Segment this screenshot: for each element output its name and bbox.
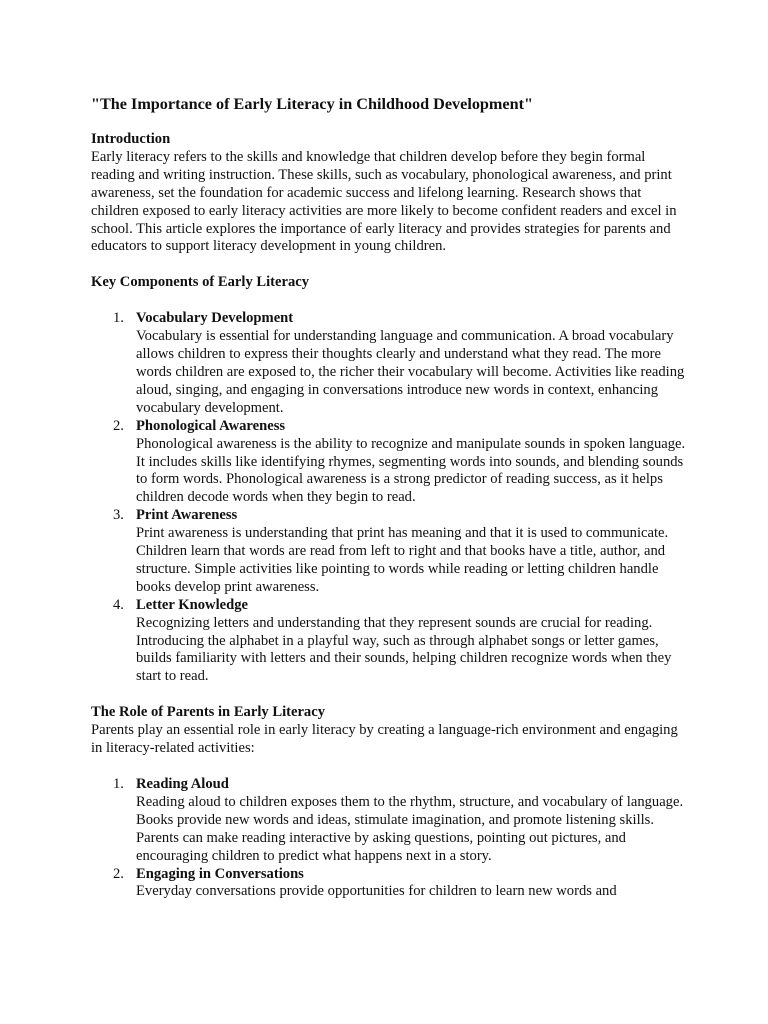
list-item-text: Reading aloud to children exposes them to the rhythm, structure, and vocabulary of language. Books provide new words and ideas, stimulate imagination, and promote listening skills. Parents can make reading interactive by asking questions, pointing out pictures, and encouraging children to predict what happens next in a story.: [136, 793, 684, 864]
list-item: [91, 310, 691, 417]
list-item-number: 3.: [113, 507, 124, 524]
parents-role-heading: The Role of Parents in Early Literacy: [91, 704, 326, 721]
list-item-number: 2.: [113, 417, 124, 434]
key-components-list: [91, 310, 691, 686]
section-spacer: [91, 256, 691, 274]
list-item-text: Everyday conversations provide opportunities for children to learn new words and: [136, 883, 617, 900]
list-item: [91, 418, 691, 508]
list-item-text: Print awareness is understanding that print has meaning and that it is used to communicate. Children learn that words are read from left to right and that books have a title, author, and structure. Simple activities like pointing to words while reading or letting children handle books develop print awareness.: [136, 525, 669, 595]
section-spacer: [91, 686, 691, 704]
list-item-title: Print Awareness: [136, 507, 238, 524]
list-item-number: 1.: [113, 310, 124, 327]
list-item-title: Engaging in Conversations: [136, 865, 304, 882]
introduction-paragraph: Early literacy refers to the skills and knowledge that children develop before they begin formal reading and writing instruction. These skills, such as vocabulary, phonological awareness, and print awareness, set the foundation for academic success and lifelong learning. Research shows that children exposed to early literacy activities are more likely to become confident readers and excel in school. This article explores the importance of early literacy and provides strategies for parents and educators to support literacy development in young children.: [91, 148, 677, 255]
list-item: [91, 507, 691, 597]
list-item-text: Phonological awareness is the ability to recognize and manipulate sounds in spoken language. It includes skills like identifying rhymes, segmenting words into sounds, and blending sounds to form words. Phonological awareness is a strong predictor of reading success, as it helps children decode words when they begin to read.: [136, 435, 686, 506]
document-title: "The Importance of Early Literacy in Childhood Development": [91, 95, 533, 113]
document-page: [91, 94, 691, 901]
list-item-number: 2.: [113, 865, 124, 882]
parents-role-paragraph: Parents play an essential role in early literacy by creating a language-rich environment and engaging in literacy-related activities:: [91, 722, 678, 757]
section-spacer: [91, 758, 691, 776]
list-item-title: Phonological Awareness: [136, 417, 286, 434]
list-item-number: 1.: [113, 776, 124, 792]
key-components-heading: Key Components of Early Literacy: [91, 274, 310, 291]
parents-role-list: [91, 776, 691, 901]
list-item-text: Recognizing letters and understanding that they represent sounds are crucial for reading. Introducing the alphabet in a playful way, such as through alphabet songs or letter games, builds familiarity with letters and their sounds, helping children recognize words when they start to read.: [136, 614, 672, 685]
list-item: [91, 776, 691, 866]
list-item-number: 4.: [113, 596, 124, 613]
list-item: [91, 597, 691, 687]
list-item-text: Vocabulary is essential for understanding language and communication. A broad vocabulary allows children to express their thoughts clearly and understand what they read. The more words children are exposed to, the richer their vocabulary will become. Activities like reading aloud, singing, and engaging in conversations introduce new words in context, enhancing vocabulary development.: [136, 328, 685, 416]
list-item-title: Vocabulary Development: [136, 310, 294, 327]
list-item: [91, 866, 691, 902]
introduction-heading: Introduction: [91, 131, 171, 147]
section-spacer: [91, 292, 691, 310]
list-item-title: Letter Knowledge: [136, 596, 248, 613]
list-item-title: Reading Aloud: [136, 776, 229, 792]
